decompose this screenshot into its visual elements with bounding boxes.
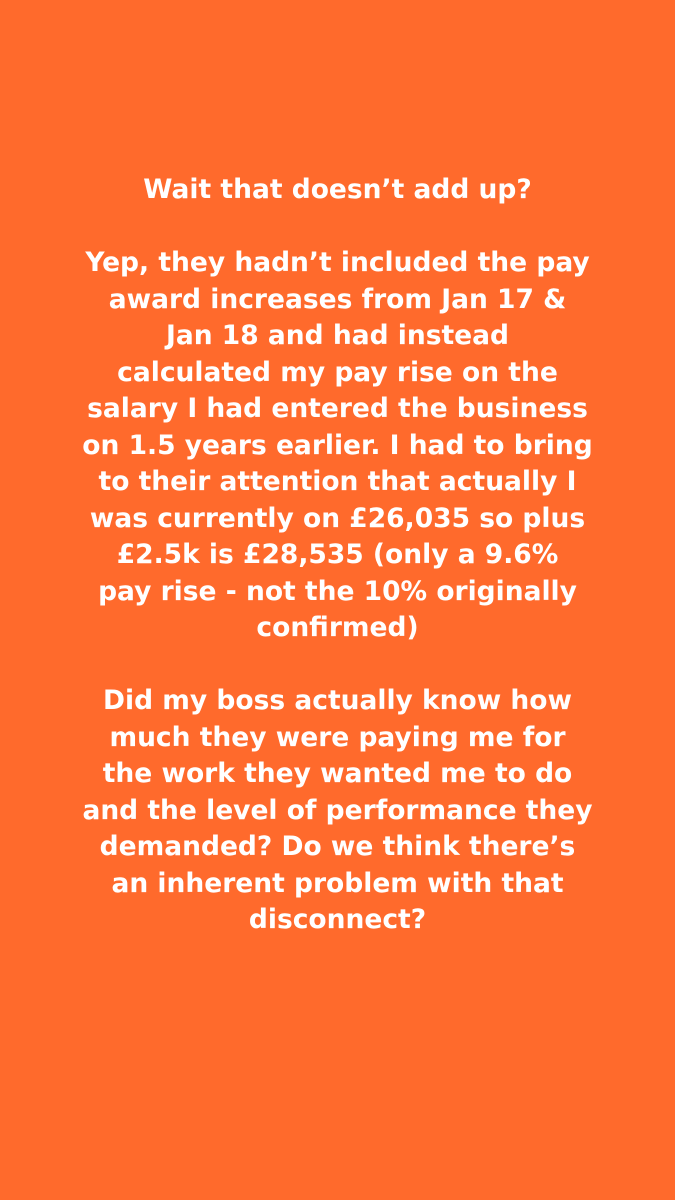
paragraph-1-line-7: to their attention that actually I bbox=[98, 466, 577, 497]
paragraph-2-line-1: Did my boss actually know how bbox=[103, 685, 572, 716]
paragraph-1-line-2: award increases from Jan 17 & bbox=[108, 283, 567, 315]
paragraph-2-line-5: demanded? Do we think there’s bbox=[99, 831, 576, 862]
paragraph-1-line-4: calculated my pay rise on the bbox=[117, 356, 558, 388]
paragraph-1-line-5: salary I had entered the business bbox=[87, 393, 588, 424]
paragraph-2-line-4: and the level of performance they bbox=[82, 794, 593, 826]
paragraph-2-line-3: the work they wanted me to do bbox=[102, 758, 573, 789]
paragraph-1-line-1: Yep, they hadn’t included the pay bbox=[85, 247, 590, 278]
heading-line: Wait that doesn’t add up? bbox=[143, 174, 532, 205]
paragraph-2-line-7: disconnect? bbox=[248, 904, 427, 935]
story-text-block bbox=[0, 172, 675, 939]
paragraph-1-line-3: Jan 18 and had instead bbox=[165, 320, 510, 351]
paragraph-2-line-2: much they were paying me for bbox=[109, 721, 566, 753]
paragraph-2-line-6: an inherent problem with that bbox=[111, 867, 564, 899]
story-paragraph-2 bbox=[70, 683, 605, 939]
story-paragraph-1 bbox=[70, 245, 605, 647]
paragraph-1-line-10: pay rise - not the 10% originally bbox=[98, 575, 577, 607]
paragraph-1-line-11: confirmed) bbox=[256, 612, 419, 643]
paragraph-1-line-9: £2.5k is £28,535 (only a 9.6% bbox=[116, 539, 559, 570]
paragraph-1-line-8: was currently on £26,035 so plus bbox=[89, 502, 586, 534]
story-heading bbox=[70, 172, 605, 209]
paragraph-1-line-6: on 1.5 years earlier. I had to bring bbox=[82, 429, 593, 461]
